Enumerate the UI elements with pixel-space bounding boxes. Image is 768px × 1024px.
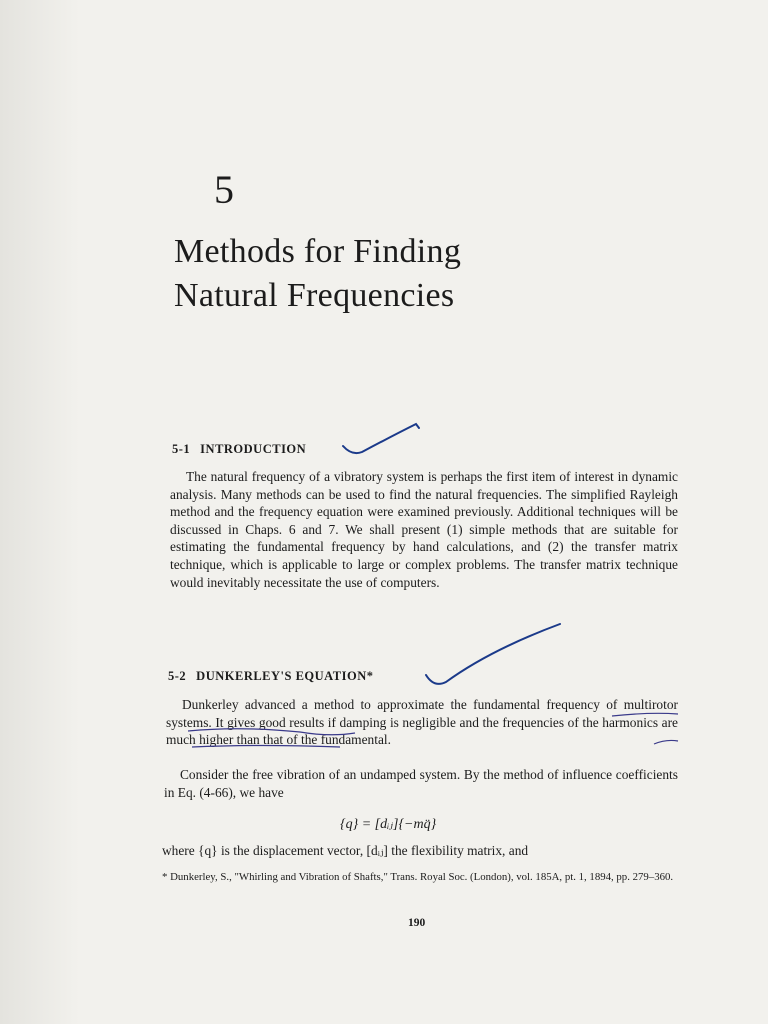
- introduction-paragraph: The natural frequency of a vibratory system is perhaps the first item of interest in dynamic analysis. Many methods can be used to find the natural frequencies. The simplified Rayleigh method and the frequency equation were examined previously. Additional techniques will be discussed in Chaps. 6 and 7. We shall present (1) simple methods that are suitable for estimating the fundamental frequency by hand calculations, and (2) the transfer matrix technique, which is applicable to large or complex problems. The transfer matrix technique would inevitably necessitate the use of computers.: [170, 469, 678, 590]
- section-heading-dunkerley: [168, 669, 373, 684]
- chapter-number: 5: [214, 167, 234, 212]
- checkmark-intro: [343, 424, 419, 453]
- chapter-title-line-1: Methods for Finding: [174, 233, 462, 270]
- section-number: 5-1: [172, 442, 191, 456]
- section-number: 5-2: [168, 669, 187, 683]
- chapter-title: [174, 230, 654, 318]
- section-heading-introduction: [172, 442, 306, 457]
- flexibility-equation: {q} = [dᵢⱼ]{−mq̈}: [340, 817, 437, 832]
- section-title: INTRODUCTION: [200, 442, 307, 456]
- dunkerley-paragraph-3: where {q} is the displacement vector, [dᵢⱼ] the flexibility matrix, and: [162, 843, 529, 858]
- checkmark-dunkerley: [426, 624, 560, 684]
- section-title: DUNKERLEY'S EQUATION*: [196, 669, 374, 683]
- dunkerley-paragraph-2: Consider the free vibration of an undamped system. By the method of influence coefficients in Eq. (4-66), we have: [164, 767, 678, 800]
- chapter-title-line-2: Natural Frequencies: [174, 277, 455, 314]
- page-number: 190: [408, 917, 426, 929]
- dunkerley-paragraph-1: Dunkerley advanced a method to approximate the fundamental frequency of multirotor systems. It gives good results if damping is negligible and the frequencies of the harmonics are much higher than that of the fundamental.: [166, 697, 678, 748]
- footnote: * Dunkerley, S., "Whirling and Vibration of Shafts," Trans. Royal Soc. (London), vol. 185A, pt. 1, 1894, pp. 279–360.: [162, 871, 674, 883]
